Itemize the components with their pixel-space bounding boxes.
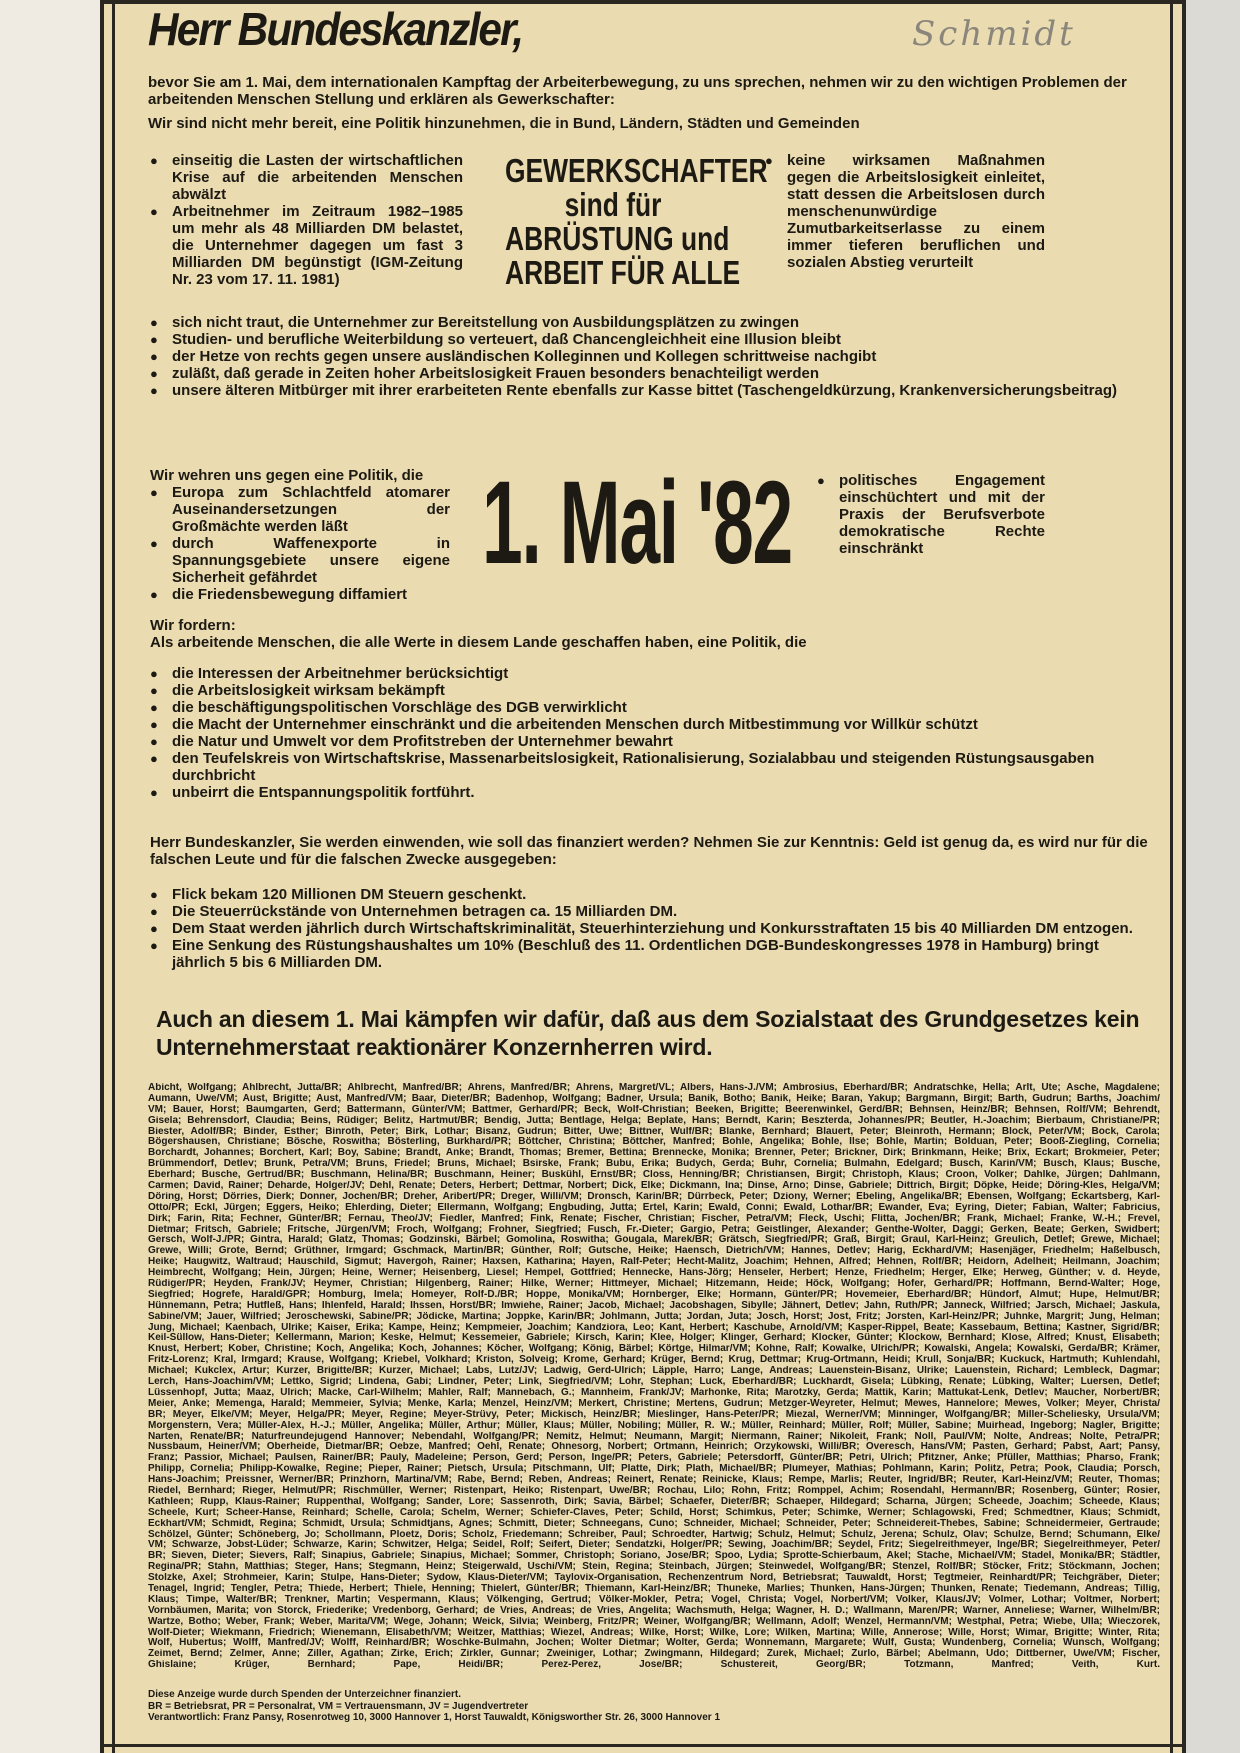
signatory-line: Heimbrecht, Wolfgang; Hein, Jürgen; Heine, Werner; Heisenberg, Liesel; Hempel, Gottfried; Hennecke, Hans-Jörg; Henseler, Herbert; Henze, Friedhelm; Herger, Elke; Herweg, Günther; v. d. Heyde, [148, 1268, 1160, 1279]
bullet-item: ● einseitig die Lasten der wirtschaftlichen Krise auf die arbeitenden Menschen abwälzt [150, 152, 463, 203]
signatory-line: Hünnemann, Petra; Hutfleß, Hans; Ihlenfeld, Harald; Ihssen, Horst/BR; Imwiehe, Rainer; Jacob, Michael; Jacobshagen, Sibylle; Jähnert, Detlev; Jahn, Ruth/PR; Janneck, Wilfried; Jarsch, Michael; Jaskula, [148, 1300, 1160, 1311]
bullet-item: ● keine wirksamen Maßnahmen gegen die Arbeitslosigkeit einleitet, statt dessen die Arbeitslosen durch menschenunwürdige Zumutbarkeitserlasse zu einem immer tieferen beruflichen und sozialen Abstieg verurteilt [765, 152, 1045, 271]
bullet-item: ● unsere älteren Mitbürger mit ihrer erarbeiteten Rente ebenfalls zur Kasse bittet (Taschengeldkürzung, Krankenversicherungsbeitrag) [150, 382, 1150, 399]
signatory-line: Philipp, Cornelia; Philipp-Kowalke, Regine; Pieper, Rainer; Pietsch, Ursula; Pitschmann, Ulf; Platte, Dirk; Plath, Michael/BR; Plumeyer, Mathias; Pohlmann, Karin; Politz, Petra; Pook, Claudia; Porsch, [148, 1464, 1160, 1475]
signatory-line: Ghislaine; Krüger, Bernhard; Pape, Heidi/BR; Perez-Perez, Jose/BR; Schustereit, Georg/BR; Totzmann, Manfred; Veith, Kurt. [148, 1660, 1160, 1671]
bullet-item: ● zuläßt, daß gerade in Zeiten hoher Arbeitslosigkeit Frauen besonders benachteiligt werden [150, 365, 1150, 382]
slogan-line: ARBEIT FÜR ALLE [505, 254, 741, 291]
bullet-item: ● Eine Senkung des Rüstungshaushaltes um 10% (Beschluß des 11. Ordentlichen DGB-Bundeskongresses 1978 in Hamburg) bringt jährlich 5 bis 6 Milliarden DM. [150, 937, 1150, 971]
left-border-outer [100, 0, 104, 1753]
handwritten-note: Schmidt [912, 14, 1076, 54]
signatory-line: Borchardt, Johannes; Borchert, Karl; Boy, Sabine; Brandt, Anke; Brandt, Thomas; Bremer, Bettina; Brennecke, Monika; Brenner, Peter; Brickner, Dirk; Brinkmann, Heike; Brix, Eckart; Brokmeier, Peter; [148, 1148, 1160, 1159]
signatory-line: Stolzke, Axel; Strohmeier, Karin; Stulpe, Hans-Dieter; Sydow, Klaus-Dieter/VM; Taylovix-Organisation, Rechenzentrum Nord, Betriebsrat; Tauwaldt, Horst; Tegtmeier, Reinhardt/PR; Teichgräber, Dieter; [148, 1573, 1160, 1584]
signatory-line: Knust, Herbert; Kober, Christine; Koch, Angelika; Koch, Johannes; Köcher, Wolfgang; König, Bärbel; Körtge, Hilmar/VM; Kohne, Ralf; Kowalke, Ulrich/PR; Kowalski, Angela; Kowalski, Gerda/BR; Krämer, [148, 1344, 1160, 1355]
signatory-line: Franz; Passior, Michael; Paulsen, Rainer/BR; Pauly, Madeleine; Person, Gerd; Person, Inge/PR; Peters, Gabriele; Petersdorff, Günter/BR; Petri, Ulrich; Pfitzner, Anke; Pfüller, Matthias; Pharso, Frank; [148, 1453, 1160, 1464]
slogan-line: sind für [564, 186, 662, 223]
fordern-intro: Als arbeitende Menschen, die alle Werte in diesem Lande geschaffen haben, eine Politik, die [150, 634, 807, 651]
fordern-section [150, 617, 1150, 801]
signatory-line: Narten, Renate/BR; Naturfreundejugend Hannover; Nebendahl, Wolfgang/PR; Nemitz, Helmut; Neumann, Margit; Niermann, Rainer; Nikoleit, Frank; Noll, Paul/VM; Nolte, Andreas; Nolte, Petra/PR; [148, 1431, 1160, 1442]
bullet-item: ● den Teufelskreis von Wirtschaftskrise, Massenarbeitslosigkeit, Rationalisierung, Sozialabbau und steigenden Rüstungsausgaben durchbricht [150, 750, 1150, 784]
wehren-right [817, 472, 1045, 557]
signatory-line: Nussbaum, Heiner/VM; Oberheide, Dietmar/BR; Oebze, Manfred; Oehl, Renate; Ohnesorg, Norbert; Ortmann, Heinrich; Orzykowski, Willi/BR; Overesch, Hans/VM; Pasten, Gerhard; Pabst, Aart; Pansy, [148, 1442, 1160, 1453]
left-column [150, 152, 463, 288]
signatory-line: Fritz-Lorenz; Kral, Irmgard; Krause, Wolfgang; Kriebel, Volkhard; Kriston, Solveig; Krome, Gerhard; Krüger, Bernd; Krug, Dettmar; Krug-Ortmann, Heidi; Krull, Sonja/BR; Kuckuck, Hartmuth; Kuhlendahl, [148, 1355, 1160, 1366]
right-column [765, 152, 1045, 271]
signatory-line: Gersch, Wolf-J./PR; Gintra, Harald; Glatz, Thomas; Godzinski, Bärbel; Gomolina, Roswitha; Gougala, Marek/BR; Grätsch, Siegfried/PR; Graß, Birgit; Graul, Karl-Heinz; Greulich, Detlef; Grewe, Michael; [148, 1235, 1160, 1246]
bullet-item: ● Arbeitnehmer im Zeitraum 1982–1985 um mehr als 48 Milliarden DM belastet, die Unternehmer dagegen um fast 3 Milliarden DM begünstigt (IGM-Zeitung Nr. 23 vom 17. 11. 1981) [150, 203, 463, 288]
scan-left-margin [0, 0, 104, 1753]
signatory-line: Heike; Haugwitz, Waltraud; Hauschild, Sigmut; Havergoh, Rainer; Haxsen, Katharina; Hayen, Ralf-Peter; Hecht-Malitz, Joachim; Hehnen, Alfred; Hehnen, Rolf/BR; Heidorn, Adelheit; Heilmann, Joachim; [148, 1257, 1160, 1268]
signatory-line: Brümmendorf, Detlev; Brunk, Petra/VM; Bruns, Friedel; Bruns, Michael; Bsirske, Frank; Bubu, Erika; Budych, Gerda; Buhr, Cornelia; Bulmahn, Edelgard; Busch, Karin/VM; Busch, Klaus; Busche, [148, 1159, 1160, 1170]
signatory-line: Lüssenhopf, Jutta; Maaz, Ulrich; Macke, Carl-Wilhelm; Mahler, Ralf; Mannebach, G.; Mannheim, Frank/JV; Marhonke, Rita; Marotzky, Gerda; Mattik, Karin; Mattukat-Lenk, Detlev; Maucher, Norbert/BR; [148, 1387, 1160, 1398]
bullet-item: ● die Arbeitslosigkeit wirksam bekämpft [150, 682, 1150, 699]
bullet-item: ● die Natur und Umwelt vor dem Profitstreben der Unternehmer bewahrt [150, 733, 1150, 750]
bullet-item: ● Dem Staat werden jährlich durch Wirtschaftskriminalität, Steuerhinterziehung und Konkursstraftaten 15 bis 40 Milliarden DM entzogen. [150, 920, 1150, 937]
signatory-line: Riedel, Bernhard; Rieger, Helmut/PR; Rischmüller, Werner; Ristenpart, Heiko; Ristenpart, Uwe/BR; Rochau, Lilo; Rohn, Fritz; Romppel, Achim; Rosendahl, Hermann/BR; Rosenberg, Günter; Rosier, [148, 1485, 1160, 1496]
signatory-line: Döring, Horst; Dörries, Dierk; Donner, Jochen/BR; Dreher, Aribert/PR; Dreger, Willi/VM; Dronsch, Karin/BR; Dürrbeck, Peter; Dziony, Werner; Ebeling, Angelika/BR; Ebensen, Wolfgang; Eckartsberg, Karl- [148, 1191, 1160, 1202]
signatory-list [148, 1083, 1160, 1671]
date-banner: 1. Mai '82 [482, 457, 792, 589]
signatory-line: Otto/PR; Eckl, Jürgen; Eggers, Heiko; Ehlerding, Dieter; Ellermann, Wolfgang; Engbuding, Jutta; Ertel, Karin; Ewald, Conni; Ewald, Lothar/BR; Ewander, Eva; Eyring, Dieter; Fabian, Walter; Fabricius, [148, 1202, 1160, 1213]
signatory-line: Kathleen; Rupp, Klaus-Rainer; Ruppenthal, Wolfgang; Sander, Lore; Sassenroth, Dirk; Savia, Bärbel; Schaefer, Dieter/BR; Schaeper, Hildegard; Scharna, Jürgen; Scheede, Joachim; Scheede, Klaus; [148, 1496, 1160, 1507]
intro-lead-bold: Wir sind nicht mehr bereit, [148, 115, 338, 132]
wehren-lead-bold: Wir wehren uns [150, 467, 262, 484]
signatory-line: Klaus; Timpe, Walter/BR; Trenkner, Martin; Vespermann, Klaus; Völkenging, Gertrud; Völker-Mokler, Petra; Vogel, Christa; Vogel, Norbert/VM; Volker, Klaus/JV; Volmer, Lothar; Voltmer, Norbert; [148, 1594, 1160, 1605]
signatory-line: Gisela; Behrensdorf, Claudia; Beins, Rüdiger; Belitz, Hartmut/BR; Bendig, Jutta; Bentlage, Helga; Beplate, Hans; Berndt, Karin; Beszterda, Johannes/PR; Beutler, H.-Joachim; Bierbaum, Christiane/PR; [148, 1115, 1160, 1126]
signatory-line: Siegfried; Hogrefe, Harald/GPR; Homburg, Imela; Homeyer, Rolf-D./BR; Hoppe, Monika/VM; Hornberger, Elke; Hormann, Günter/PR; Hovemeier, Eberhard/BR; Hündorf, Almut; Hupe, Helmut/BR; [148, 1289, 1160, 1300]
signatory-line: Morgenstern, Vera; Müller-Alex, H.-J.; Müller, Angelika; Müller, Arthur; Müller, Klaus; Müller, Nobiling; Müller, R. W.; Müller, Reinhard; Müller, Rolf; Müller, Sabine; Muirhead, Ingeborg; Nagler, Brigitte; [148, 1420, 1160, 1431]
signatory-line: VM; Bauer, Horst; Baumgarten, Gerd; Battermann, Günter/VM; Battmer, Gerhard/PR; Beck, Wolf-Christian; Beeken, Brigitte; Beerenwinkel, Gerd/BR; Behnsen, Heinz/BR; Behnsen, Rolf/VM; Behrendt, [148, 1104, 1160, 1115]
right-border-outer [1182, 0, 1186, 1753]
signatory-line: Zeimet, Bernd; Zelmer, Anne; Ziller, Agathan; Zirke, Erich; Zirkler, Gunnar; Zweiniger, Lothar; Zwingmann, Hildegard; Zurek, Michael; Zurlo, Bärbel; Abelmann, Udo; Dittberner, Uwe/VM; Fischer, [148, 1649, 1160, 1660]
signatory-line: Michael; Kukclex, Artur; Kurzer, Brigitte/BR; Kurzer, Michael; Labs, Lutz/JV; Ladwig, Gerd-Ulrich; Läpple, Harro; Lange, Andreas; Lauenstein-Bisanz, Ulrike; Lauenstein, Richard; Lembleck, Dagmar; [148, 1366, 1160, 1377]
bullet-item: ● Flick bekam 120 Millionen DM Steuern geschenkt. [150, 886, 1150, 903]
bullet-item: ● Europa zum Schlachtfeld atomarer Auseinandersetzungen der Großmächte werden läßt [150, 484, 450, 535]
signatory-line: BR; Sieven, Dieter; Sievers, Ralf; Sinapius, Gabriele; Sinapius, Michael; Sommer, Christoph; Soriano, Jose/BR; Spoo, Lydia; Sprotte-Schierbaum, Akel; Stache, Michael/VM; Stadel, Monika/BR; Städtler, [148, 1551, 1160, 1562]
left-border-inner [112, 0, 115, 1753]
finance-intro: Herr Bundeskanzler, Sie werden einwenden, wie soll das finanziert werden? Nehmen Sie zur Kenntnis: Geld ist genug da, es wird nur für die falschen Leute und für die falschen Zwecke ausgegeben: [150, 834, 1148, 868]
closing-headline: Auch an diesem 1. Mai kämpfen wir dafür, daß aus dem Sozialstaat des Grundgesetzes kein Unternehmerstaat reaktionärer Konzernherren wird. [156, 1006, 1140, 1060]
signatory-line: Dietmar; Fritsch, Gabriele; Fritsche, Jürgen/VM; Froch, Wolfgang; Frohner, Siegfried; Fusch, Fr.-Dieter; Gargio, Petra; Geistlinger, Alexander; Genthe-Wolter, Daggi; Gerken, Beate; Gerken, Swidbert; [148, 1224, 1160, 1235]
intro-text: bevor Sie am 1. Mai, dem internationalen Kampftag der Arbeiterbewegung, zu uns sprechen, nehmen wir zu den wichtigen Problemen der arbeitenden Menschen Stellung und erklären als Gewerkschafter: [148, 74, 1127, 108]
right-border-inner [1170, 0, 1173, 1753]
signatory-line: Keil-Süllow, Hans-Dieter; Kellermann, Marion; Keske, Helmut; Kessemeier, Gabriele; Kirsch, Karin; Klee, Holger; Klinger, Gerhard; Klocker, Günter; Klockow, Bernhard; Klose, Alfred; Knust, Elisabeth; [148, 1333, 1160, 1344]
footer-legend: BR = Betriebsrat, PR = Personalrat, VM = Vertrauensmann, JV = Jugendvertreter [148, 1700, 529, 1712]
footer [148, 1689, 1148, 1724]
bullet-item: ● der Hetze von rechts gegen unsere ausländischen Kolleginnen und Kollegen schrittweise nachgibt [150, 348, 1150, 365]
bullet-item: ● durch Waffenexporte in Spannungsgebiete unsere eigene Sicherheit gefährdet [150, 535, 450, 586]
wehren-section [150, 467, 450, 603]
signatory-line: Carmen; David, Rainer; Deharde, Holger/JV; Dehl, Renate; Deters, Herbert; Dettmar, Norbert; Dick, Elke; Dickmann, Ina; Dinse, Arno; Dinse, Gabriele; Dittrich, Birgit; Döpke, Heide; Döring-Kles, Helga/VM; [148, 1181, 1160, 1192]
policy-list [150, 314, 1150, 399]
signatory-line: Wolf, Hubertus; Wolff, Manfred/JV; Wolff, Reinhard/BR; Woschke-Bulmahn, Jochen; Wolter Dietmar; Wolter, Gerda; Wonnemann, Margarete; Wulf, Gusta; Wundenberg, Cornelia; Wunsch, Wolfgang; [148, 1638, 1160, 1649]
signatory-line: Regina/PR; Stahn, Matthias; Steger, Hans; Stegmann, Heinz; Steigerwald, Uschi/VM; Stein, Regina; Steinbach, Jürgen; Steinwedel, Wolfgang/BR; Stenzel, Rolf/BR; Stöcker, Fritz; Stöckmann, Jochen; [148, 1562, 1160, 1573]
bullet-item: ● die Interessen der Arbeitnehmer berücksichtigt [150, 665, 1150, 682]
signatory-line: Grewe, Willi; Grote, Bernd; Grüthner, Irmgard; Gschmack, Martin/BR; Günther, Rolf; Gutsche, Heike; Haensch, Dietrich/VM; Hannes, Detlev; Harig, Eckhard/VM; Hasenjäger, Friedhelm; Haßelbusch, [148, 1246, 1160, 1257]
footer-financing: Diese Anzeige wurde durch Spenden der Unterzeichner finanziert. [148, 1689, 462, 1700]
signatory-line: Meier, Anke; Memenga, Harald; Memmeier, Sylvia; Menke, Karla; Menzel, Heinz/VM; Merkert, Christine; Mertens, Gudrun; Metzger-Weyreter, Helmut; Mewes, Hannelore; Mewes, Volker; Meyer, Christa/ [148, 1398, 1160, 1409]
bullet-item: ● die Macht der Unternehmer einschränkt und die arbeitenden Menschen durch Mitbestimmung vor Willkür schützt [150, 716, 1150, 733]
signatory-line: BR; Meyer, Elke/VM; Meyer, Helga/PR; Meyer, Regine; Meyer-Strüvy, Peter; Mickisch, Heinz/BR; Mieslinger, Hans-Peter/PR; Miezal, Werner/VM; Minninger, Wolfgang/BR; Miller-Scheliesky, Ursula/VM; [148, 1409, 1160, 1420]
bullet-item: ● unbeirrt die Entspannungspolitik fortführt. [150, 784, 1150, 801]
signatory-line: Hans-Joachim; Preissner, Werner/BR; Prinzhorn, Martina/VM; Rabe, Bernd; Reben, Andreas; Reinert, Renate; Reinicke, Klaus; Rempe, Marlis; Reuter, Ingrid/BR; Reuter, Karl-Heinz/VM; Reuter, Thomas; [148, 1475, 1160, 1486]
bullet-item: ● Studien- und berufliche Weiterbildung so verteuert, daß Chancengleichheit eine Illusion bleibt [150, 331, 1150, 348]
signatory-line: Eberhard; Busche, Gertrud/BR; Buschmann, Helina/BR; Buschmann, Heiner; Buskühl, Ernst/BR; Closs, Henning/BR; Christiansen, Birgit; Christoph, Klaus; Croon, Volker; Dahlke, Jürgen; Dahlmann, [148, 1170, 1160, 1181]
bullet-item: ● politisches Engagement einschüchtert und mit der Praxis der Berufsverbote demokratische Rechte einschränkt [817, 472, 1045, 557]
footer-responsible: Verantwortlich: Franz Pansy, Rosenrotweg 10, 3000 Hannover 1, Horst Tauwaldt, Königsworther Str. 26, 3000 Hannover 1 [148, 1712, 721, 1723]
finance-section [150, 834, 1150, 971]
bullet-item: ● sich nicht traut, die Unternehmer zur Bereitstellung von Ausbildungsplätzen zu zwingen [150, 314, 1150, 331]
signatory-line: Rüdiger/PR; Heyden, Frank/JV; Heymer, Christian; Hilgenberg, Rainer; Hilke, Werner; Hittmeyer, Michael; Hitzemann, Heide; Höck, Wolfgang; Hofer, Gerhard/PR; Hoffmann, Bernd-Walter; Hoge, [148, 1279, 1160, 1290]
wehren-lead-rest: gegen eine Politik, die [261, 467, 424, 484]
signatory-line: Aumann, Uwe/VM; Aust, Brigitte; Aust, Manfred/VM; Baar, Dieter/BR; Badenhop, Wolfgang; Badner, Ursula; Banik, Botho; Banik, Heike; Baran, Yakup; Bargmann, Birgit; Barth, Gudrun; Barths, Joachim/ [148, 1093, 1160, 1104]
signatory-line: Bögershausen, Christiane; Bösche, Roswitha; Bösterling, Burkhard/PR; Böttcher, Christina; Böttcher, Manfred; Bohle, Angelika; Bohle, Ilse; Bohle, Martin; Bolduan, Peter; Booß-Ziegling, Cornelia; [148, 1137, 1160, 1148]
bullet-item: ● Die Steuerrückstände von Unternehmen betragen ca. 15 Milliarden DM. [150, 903, 1150, 920]
signatory-line: Biester, Adolf/BR; Binder, Esther; Binroth, Peter; Birk, Lothar; Bisanz, Gudrun; Bitter, Uwe; Bittner, Wulf/BR; Blanke, Bernhard; Blauert, Peter; Bleinroth, Hermann; Block, Peter/VM; Bock, Carola; [148, 1126, 1160, 1137]
signatory-line: Wolf-Dieter; Wiekmann, Friedrich; Wienemann, Elisabeth/VM; Weitzer, Matthias; Wiezel, Andreas; Wilke, Horst; Wilke, Lore; Wilken, Martina; Wille, Annerose; Wille, Horst; Wimar, Brigitte; Winter, Rita; [148, 1627, 1160, 1638]
intro-lead [148, 115, 1148, 132]
signatory-line: Eckhart/VM; Schmidt, Regina; Schmidt, Ursula; Schmidtjans, Agnes; Schmitt, Dieter; Schneegans, Cuno; Schneider, Michael; Schneider, Peter; Schneidereit-Thebes, Sabine; Schneidermeier, Gertraude; [148, 1518, 1160, 1529]
slogan-line: GEWERKSCHAFTER [505, 152, 768, 189]
signatory-line: VM; Schwarze, Jobst-Lüder; Schwarze, Karin; Schwitzer, Helga; Seidel, Rolf; Seifert, Dieter; Sendatzki, Holger/PR; Sewing, Joachim/BR; Seydel, Fritz; Siegelreithmeyer, Inge/BR; Siegelreithmeyer, Peter/ [148, 1540, 1160, 1551]
signatory-line: Tenagel, Ingrid; Tengler, Petra; Thiede, Herbert; Thiele, Henning; Thielert, Günter/BR; Thiemann, Karl-Heinz/BR; Thuneke, Marlies; Thunken, Hans-Jürgen; Thunken, Renate; Tiedemann, Andreas; Tillig, [148, 1583, 1160, 1594]
center-slogan [478, 152, 768, 291]
slogan-line: ABRÜSTUNG und [505, 220, 730, 257]
signatory-line: Dirk; Farin, Rita; Fechner, Günter/BR; Fernau, Theo/JV; Fiedler, Manfred; Fink, Renate; Fischer, Christian; Fischer, Petra/VM; Fleck, Uschi; Flitta, Jochen/BR; Frank, Michael; Franke, W.-H.; Frevel, [148, 1213, 1160, 1224]
salutation-title: Herr Bundeskanzler, [148, 3, 523, 55]
signatory-line: Schölzel, Günter; Schöneberg, Jo; Schollmann, Ploetz, Doris; Scholz, Friedemann; Schreiber, Paul; Schroedter, Hartwig; Schulz, Helmut; Schulz, Jerena; Schulz, Olav; Schulze, Bernd; Schumann, Elke/ [148, 1529, 1160, 1540]
wehren-lead [150, 467, 450, 484]
bullet-item: ● die Friedensbewegung diffamiert [150, 586, 450, 603]
signatory-line: Vornbäumen, Marita; von Storck, Friederike; Vredenborg, Gerhard; de Vries, Andreas; de Vries, Angelita; Wachsmuth, Helga; Wagner, H. D.; Wallmann, Maren/PR; Warner, Anneliese; Warner, Wilhelm/BR; [148, 1605, 1160, 1616]
signatory-line: Wartze, Botho; Weber, Frank; Weber, Marita/VM; Wege, Johann; Weick, Silvia; Weinberg, Fritz/PR; Weiner, Wolfgang/BR; Wellmann, Adolf; Wenzel, Hermann/VM; Westphal, Petra; Wiebe, Ulla; Wieczorek, [148, 1616, 1160, 1627]
fordern-heading: Wir fordern: [150, 617, 236, 634]
bottom-border [104, 1744, 1186, 1747]
signatory-line: Jung, Michael; Kaenbach, Ulrike; Kaiser, Erika; Kampe, Heinz; Kempmeier, Joachim; Kandziora, Leo; Kant, Herbert; Kaschube, Arnold/VM; Kasper-Rippel, Beate; Kassebaum, Bettina; Kastner, Sigrid/BR; [148, 1322, 1160, 1333]
signatory-line: Sabine/VM; Jauer, Wilfried; Jeroschewski, Sabine/PR; Jödicke, Martina; Joppke, Karin/BR; Johlmann, Jutta; Jordan, Juta; Josch, Horst; Jost, Fritz; Jorsten, Karl-Heinz/PR; Juhnke, Margrit; Jung, Helman; [148, 1311, 1160, 1322]
bullet-item: ● die beschäftigungspolitischen Vorschläge des DGB verwirklicht [150, 699, 1150, 716]
signatory-line: Lerch, Hans-Joachim/VM; Lettko, Sigrid; Lindena, Gabi; Lindner, Peter; Link, Siegfried/VM; Lohr, Stephan; Luck, Eberhard/BR; Luckhardt, Gisela; Lübking, Renate; Lübking, Walter; Luersen, Detlef; [148, 1377, 1160, 1388]
intro-lead-rest: eine Politik hinzunehmen, die in Bund, Ländern, Städten und Gemeinden [337, 115, 860, 132]
signatory-line: Scheele, Kurt; Scheer-Hanse, Reinhard; Schelle, Carola; Schelm, Werner; Schiefer-Claves, Peter; Schild, Horst; Schimkus, Peter; Schimke, Werner; Schlagowski, Fred; Schmedtner, Klaus; Schmidt, [148, 1507, 1160, 1518]
signatory-line: Abicht, Wolfgang; Ahlbrecht, Jutta/BR; Ahlbrecht, Manfred/BR; Ahrens, Manfred/BR; Ahrens, Margret/VL; Albers, Hans-J./VM; Ambrosius, Eberhard/BR; Andratschke, Hella; Arlt, Ute; Asche, Magdalene; [148, 1083, 1160, 1093]
